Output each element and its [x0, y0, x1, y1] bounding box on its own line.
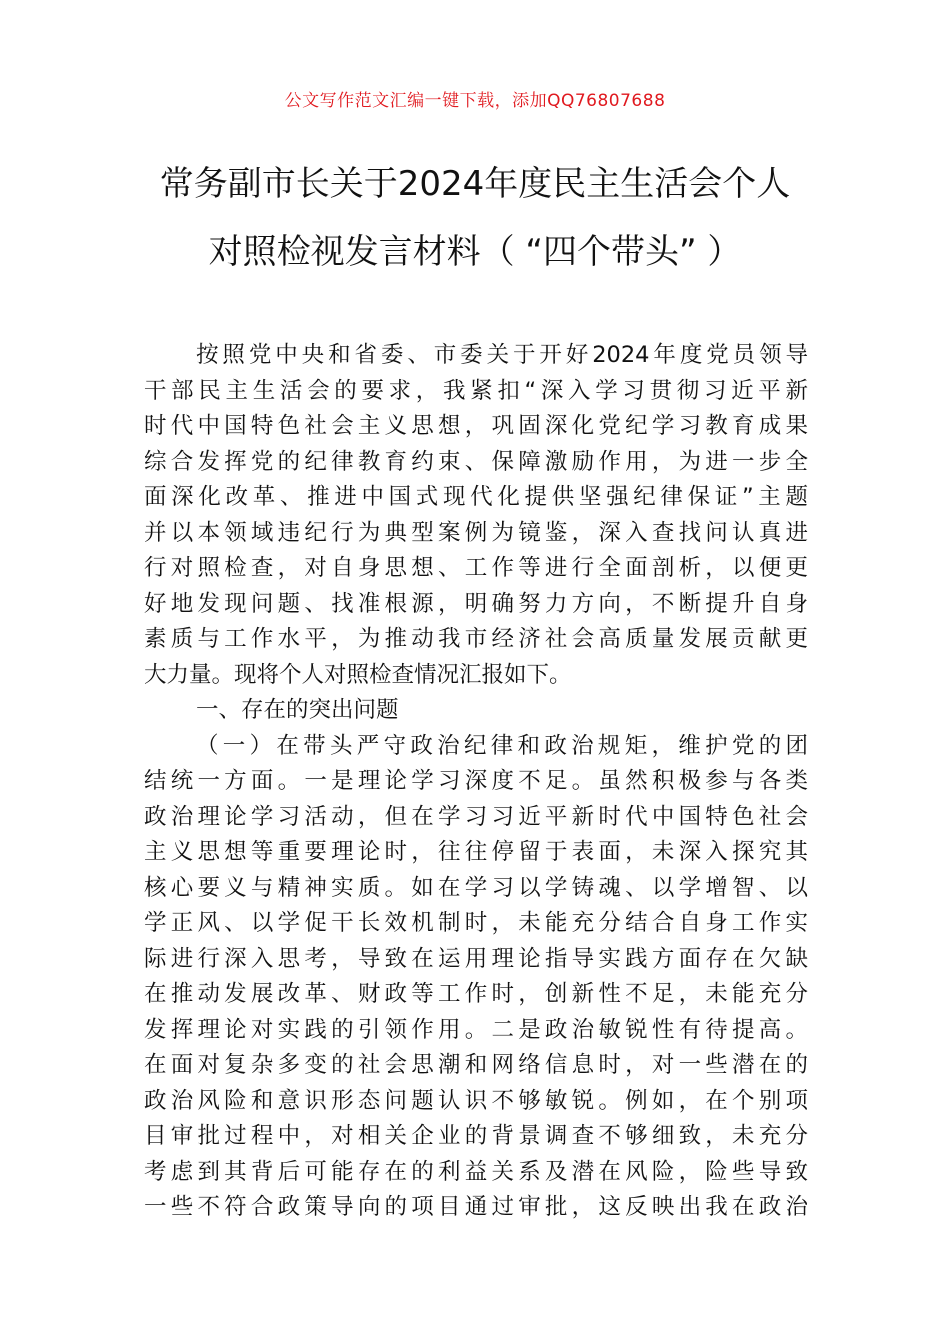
- body-line: 面深化改革、推进中国式现代化提供坚强纪律保证”主题: [144, 484, 808, 510]
- body-line: 素质与工作水平，为推动我市经济社会高质量发展贡献更: [144, 626, 808, 652]
- body-line: 在面对复杂多变的社会思潮和网络信息时，对一些潜在的: [144, 1052, 808, 1078]
- body-line: 结统一方面。一是理论学习深度不足。虽然积极参与各类: [144, 768, 808, 794]
- body-line: 政治理论学习活动，但在学习习近平新时代中国特色社会: [144, 803, 808, 830]
- body-line: 在推动发展改革、财政等工作时，创新性不足，未能充分: [144, 981, 808, 1007]
- body-line: 发挥理论对实践的引领作用。二是政治敏锐性有待提高。: [144, 1016, 808, 1043]
- body-line: 并以本领域违纪行为典型案例为镜鉴，深入查找问认真进: [144, 519, 808, 546]
- body-line: 一些不符合政策导向的项目通过审批，这反映出我在政治: [144, 1194, 808, 1220]
- document-body: [144, 338, 808, 1226]
- body-line: 政治风险和意识形态问题认识不够敏锐。例如，在个别项: [144, 1087, 808, 1114]
- body-line: 好地发现问题、找准根源，明确努力方向，不断提升自身: [144, 590, 808, 617]
- body-line: 目审批过程中，对相关企业的背景调查不够细致，未充分: [144, 1123, 808, 1149]
- title-line-1: 常务副市长关于2024年度民主生活会个人: [159, 164, 791, 204]
- body-line: 主义思想等重要理论时，往往停留于表面，未深入探究其: [144, 839, 808, 865]
- body-line: 行对照检查，对自身思想、工作等进行全面剖析，以便更: [144, 555, 808, 581]
- section-heading: 一、存在的突出问题: [196, 697, 399, 723]
- page-title: [120, 150, 830, 286]
- body-line: 考虑到其背后可能存在的利益关系及潜在风险，险些导致: [144, 1158, 808, 1185]
- body-line: 时代中国特色社会主义思想，巩固深化党纪学习教育成果: [144, 413, 808, 439]
- title-line-2: 对照检视发言材料（ “四个带头” ）: [208, 232, 742, 272]
- watermark-banner: 公文写作范文汇编一键下载，添加QQ76807688: [284, 91, 666, 111]
- body-line: 学正风、以学促干长效机制时，未能充分结合自身工作实: [144, 910, 808, 936]
- body-line: 按照党中央和省委、市委关于开好2024年度党员领导: [196, 342, 808, 368]
- body-line: 际进行深入思考，导致在运用理论指导实践方面存在欠缺: [144, 945, 808, 972]
- body-line: 干部民主生活会的要求，我紧扣“深入学习贯彻习近平新: [144, 377, 808, 404]
- body-line: 大力量。现将个人对照检查情况汇报如下。: [144, 661, 572, 688]
- body-line: 综合发挥党的纪律教育约束、保障激励作用，为进一步全: [144, 448, 808, 475]
- body-line: 核心要义与精神实质。如在学习以学铸魂、以学增智、以: [144, 874, 808, 901]
- body-line: （一）在带头严守政治纪律和政治规矩，维护党的团: [196, 732, 808, 759]
